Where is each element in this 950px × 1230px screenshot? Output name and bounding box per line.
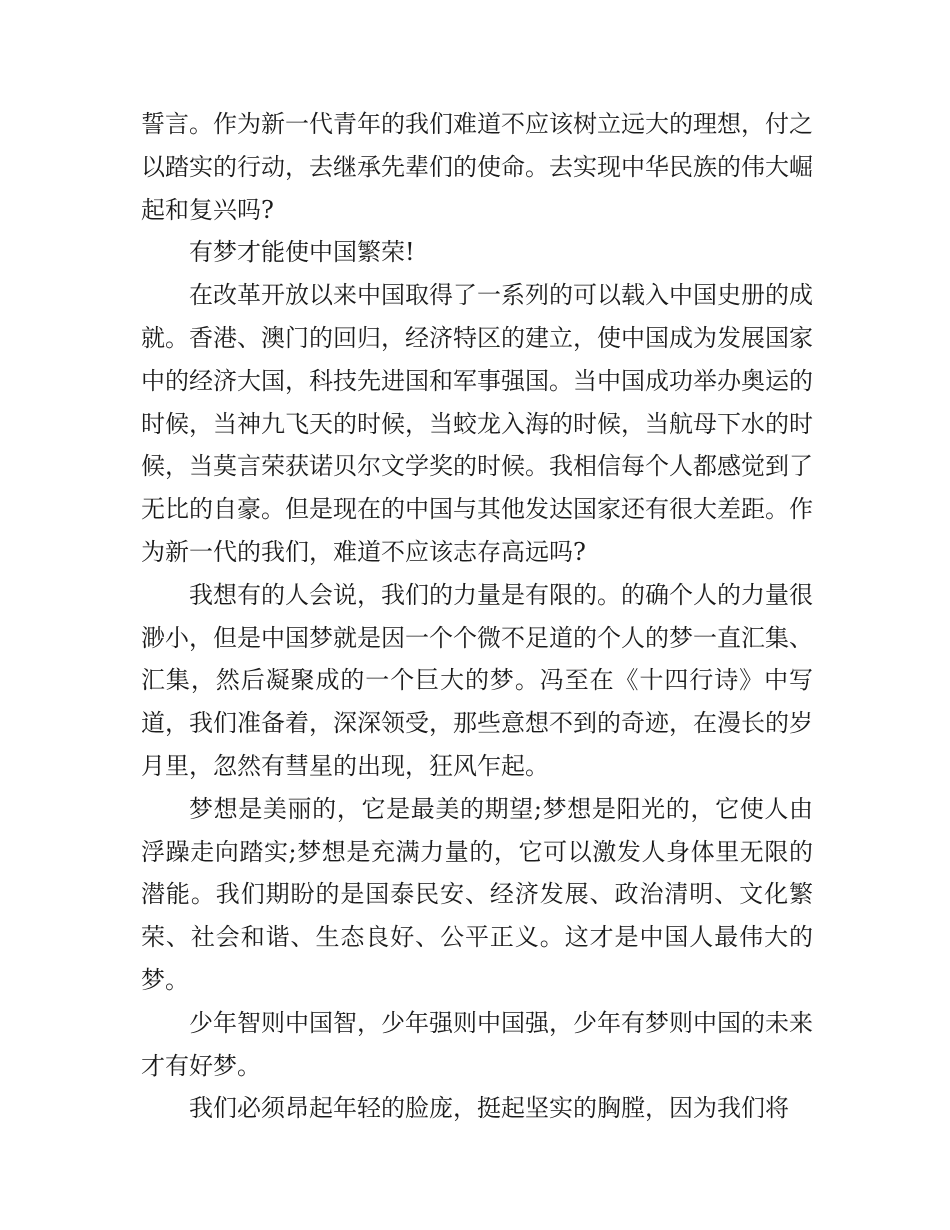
paragraph-4: 我想有的人会说，我们的力量是有限的。的确个人的力量很渺小，但是中国梦就是因一个个微不足道的个人的梦一直汇集、汇集，然后凝聚成的一个巨大的梦。冯至在《十四行诗》中写道，我们准备着，深深领受，那些意想不到的奇迹，在漫长的岁月里，忽然有彗星的出现，狂风乍起。	[141, 580, 813, 780]
document-page	[141, 103, 813, 1130]
paragraph-7: 我们必须昂起年轻的脸庞，挺起坚实的胸膛，因为我们将	[189, 1094, 789, 1123]
paragraph-5: 梦想是美丽的，它是最美的期望;梦想是阳光的，它使人由浮躁走向踏实;梦想是充满力量的，它可以激发人身体里无限的潜能。我们期盼的是国泰民安、经济发展、政治清明、文化繁荣、社会和谐、生态良好、公平正义。这才是中国人最伟大的梦。	[141, 794, 813, 994]
paragraph-6: 少年智则中国智，少年强则中国强，少年有梦则中国的未来才有好梦。	[141, 1008, 813, 1080]
paragraph-3: 在改革开放以来中国取得了一系列的可以载入中国史册的成就。香港、澳门的回归，经济特区的建立，使中国成为发展国家中的经济大国，科技先进国和军事强国。当中国成功举办奥运的时候，当神九飞天的时候，当蛟龙入海的时候，当航母下水的时候，当莫言荣获诺贝尔文学奖的时候。我相信每个人都感觉到了无比的自豪。但是现在的中国与其他发达国家还有很大差距。作为新一代的我们，难道不应该志存高远吗?	[141, 281, 813, 566]
paragraph-1: 誓言。作为新一代青年的我们难道不应该树立远大的理想，付之以踏实的行动，去继承先辈们的使命。去实现中华民族的伟大崛起和复兴吗?	[141, 110, 813, 224]
paragraph-2: 有梦才能使中国繁荣!	[189, 238, 415, 267]
